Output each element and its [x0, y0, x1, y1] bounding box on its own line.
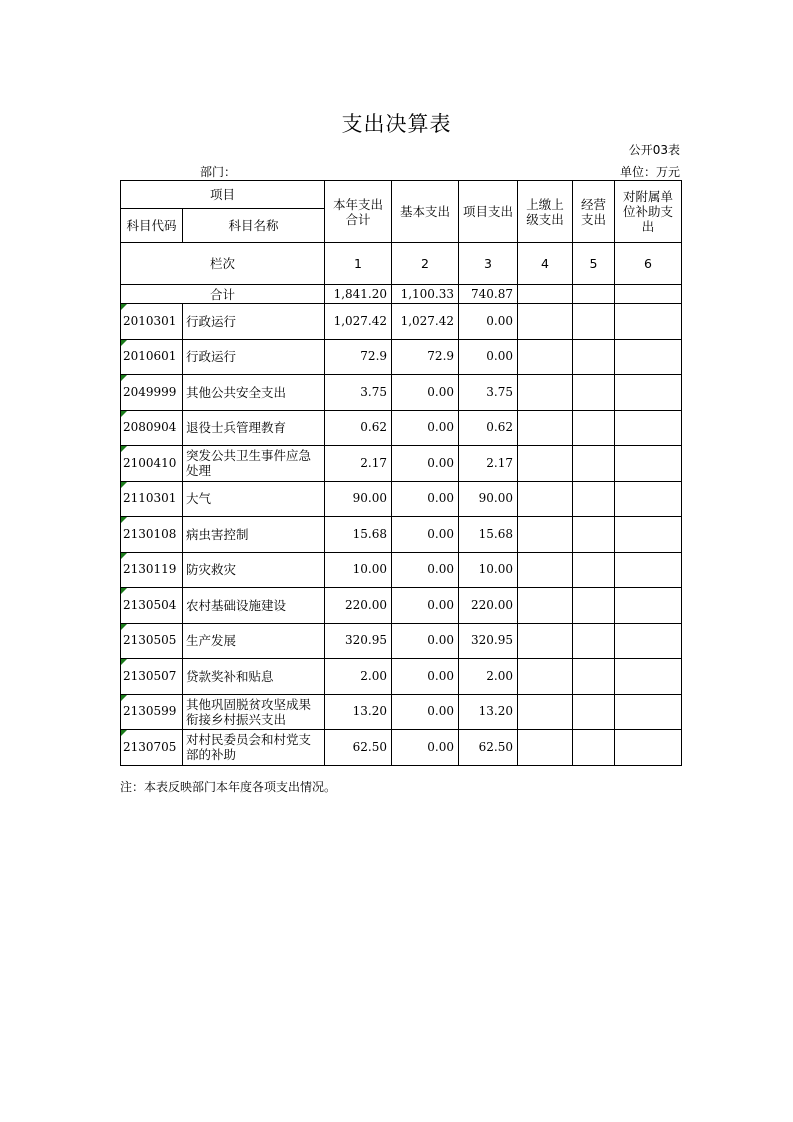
index-c3: 3: [459, 243, 518, 285]
row-c5: [573, 588, 615, 624]
row-c6: [615, 517, 682, 553]
row-c2: 0.00: [392, 730, 459, 766]
total-c3: 740.87: [459, 285, 518, 304]
row-c6: [615, 446, 682, 482]
row-c5: [573, 694, 615, 730]
row-c2: 0.00: [392, 588, 459, 624]
footnote: 注：本表反映部门本年度各项支出情况。: [120, 780, 337, 794]
table-row: [121, 375, 682, 411]
row-code: 2080904: [121, 410, 183, 446]
row-name: 大气: [183, 481, 325, 517]
row-code: 2130108: [121, 517, 183, 553]
row-c4: [518, 517, 573, 553]
form-number: 公开03表: [628, 143, 680, 157]
header-col1: 本年支出合计: [325, 181, 392, 243]
table-row: [121, 339, 682, 375]
row-c4: [518, 375, 573, 411]
row-c5: [573, 623, 615, 659]
row-c2: 0.00: [392, 517, 459, 553]
row-c5: [573, 481, 615, 517]
header-col2: 基本支出: [392, 181, 459, 243]
row-c5: [573, 339, 615, 375]
total-c4: [518, 285, 573, 304]
row-c1: 320.95: [325, 623, 392, 659]
row-c2: 0.00: [392, 659, 459, 695]
index-c1: 1: [325, 243, 392, 285]
row-c3: 320.95: [459, 623, 518, 659]
row-c1: 3.75: [325, 375, 392, 411]
row-code: 2010601: [121, 339, 183, 375]
row-c1: 13.20: [325, 694, 392, 730]
row-c6: [615, 694, 682, 730]
row-name: 突发公共卫生事件应急处理: [183, 446, 325, 482]
header-code: 科目代码: [121, 209, 183, 243]
row-c5: [573, 659, 615, 695]
row-name: 退役士兵管理教育: [183, 410, 325, 446]
index-c5: 5: [573, 243, 615, 285]
total-c5: [573, 285, 615, 304]
row-c2: 72.9: [392, 339, 459, 375]
row-code: 2100410: [121, 446, 183, 482]
row-code: 2130119: [121, 552, 183, 588]
row-name: 行政运行: [183, 339, 325, 375]
row-c4: [518, 730, 573, 766]
row-name: 贷款奖补和贴息: [183, 659, 325, 695]
row-c4: [518, 694, 573, 730]
table-row: [121, 481, 682, 517]
row-c1: 2.00: [325, 659, 392, 695]
row-c6: [615, 375, 682, 411]
row-c3: 90.00: [459, 481, 518, 517]
header-col6: 对附属单位补助支出: [615, 181, 682, 243]
row-c5: [573, 446, 615, 482]
row-c3: 62.50: [459, 730, 518, 766]
table-row: [121, 410, 682, 446]
unit-label: 单位：万元: [619, 165, 680, 179]
row-name: 生产发展: [183, 623, 325, 659]
row-c1: 0.62: [325, 410, 392, 446]
row-c4: [518, 552, 573, 588]
table-row: [121, 446, 682, 482]
expenditure-table: [120, 180, 682, 766]
page-title: 支出决算表: [341, 112, 452, 136]
table-row: [121, 694, 682, 730]
row-c3: 220.00: [459, 588, 518, 624]
table-row: [121, 730, 682, 766]
row-c5: [573, 375, 615, 411]
row-c2: 0.00: [392, 481, 459, 517]
row-name: 其他巩固脱贫攻坚成果衔接乡村振兴支出: [183, 694, 325, 730]
row-name: 行政运行: [183, 304, 325, 340]
department-label: 部门：: [200, 165, 237, 179]
row-c4: [518, 481, 573, 517]
table-row: [121, 588, 682, 624]
row-c2: 0.00: [392, 623, 459, 659]
index-c4: 4: [518, 243, 573, 285]
table-row: [121, 304, 682, 340]
row-c6: [615, 410, 682, 446]
total-c1: 1,841.20: [325, 285, 392, 304]
row-c1: 10.00: [325, 552, 392, 588]
row-c3: 0.62: [459, 410, 518, 446]
row-c3: 10.00: [459, 552, 518, 588]
row-c3: 13.20: [459, 694, 518, 730]
row-c4: [518, 588, 573, 624]
total-c2: 1,100.33: [392, 285, 459, 304]
row-c3: 0.00: [459, 339, 518, 375]
row-code: 2130507: [121, 659, 183, 695]
row-code: 2049999: [121, 375, 183, 411]
header-name: 科目名称: [183, 209, 325, 243]
row-c5: [573, 730, 615, 766]
index-row-label: 栏次: [121, 243, 325, 285]
row-c4: [518, 623, 573, 659]
row-c3: 2.17: [459, 446, 518, 482]
row-c6: [615, 730, 682, 766]
row-name: 农村基础设施建设: [183, 588, 325, 624]
row-c3: 2.00: [459, 659, 518, 695]
row-c1: 15.68: [325, 517, 392, 553]
row-c6: [615, 481, 682, 517]
total-label: 合计: [121, 285, 325, 304]
row-c3: 15.68: [459, 517, 518, 553]
header-col3: 项目支出: [459, 181, 518, 243]
row-c4: [518, 410, 573, 446]
row-code: 2010301: [121, 304, 183, 340]
row-c1: 62.50: [325, 730, 392, 766]
row-c2: 0.00: [392, 552, 459, 588]
row-c1: 220.00: [325, 588, 392, 624]
row-c4: [518, 446, 573, 482]
row-c2: 0.00: [392, 375, 459, 411]
row-code: 2130504: [121, 588, 183, 624]
row-c5: [573, 304, 615, 340]
row-c5: [573, 517, 615, 553]
row-c2: 0.00: [392, 446, 459, 482]
table-row: [121, 517, 682, 553]
header-col5: 经营支出: [573, 181, 615, 243]
total-c6: [615, 285, 682, 304]
row-c2: 0.00: [392, 694, 459, 730]
row-c2: 1,027.42: [392, 304, 459, 340]
row-c1: 2.17: [325, 446, 392, 482]
row-code: 2130599: [121, 694, 183, 730]
row-code: 2130505: [121, 623, 183, 659]
row-name: 防灾救灾: [183, 552, 325, 588]
row-c1: 72.9: [325, 339, 392, 375]
row-c5: [573, 410, 615, 446]
row-name: 其他公共安全支出: [183, 375, 325, 411]
header-col4: 上缴上级支出: [518, 181, 573, 243]
table-row: [121, 623, 682, 659]
row-c3: 3.75: [459, 375, 518, 411]
row-c6: [615, 659, 682, 695]
table-row: [121, 659, 682, 695]
index-c6: 6: [615, 243, 682, 285]
row-c2: 0.00: [392, 410, 459, 446]
row-code: 2130705: [121, 730, 183, 766]
row-name: 病虫害控制: [183, 517, 325, 553]
header-item: 项目: [121, 181, 325, 209]
row-c6: [615, 588, 682, 624]
row-c1: 90.00: [325, 481, 392, 517]
row-name: 对村民委员会和村党支部的补助: [183, 730, 325, 766]
row-c6: [615, 623, 682, 659]
row-c3: 0.00: [459, 304, 518, 340]
row-c4: [518, 659, 573, 695]
row-c1: 1,027.42: [325, 304, 392, 340]
table-row: [121, 552, 682, 588]
row-c4: [518, 304, 573, 340]
row-c6: [615, 339, 682, 375]
row-c6: [615, 304, 682, 340]
row-c6: [615, 552, 682, 588]
row-code: 2110301: [121, 481, 183, 517]
index-c2: 2: [392, 243, 459, 285]
row-c4: [518, 339, 573, 375]
row-c5: [573, 552, 615, 588]
